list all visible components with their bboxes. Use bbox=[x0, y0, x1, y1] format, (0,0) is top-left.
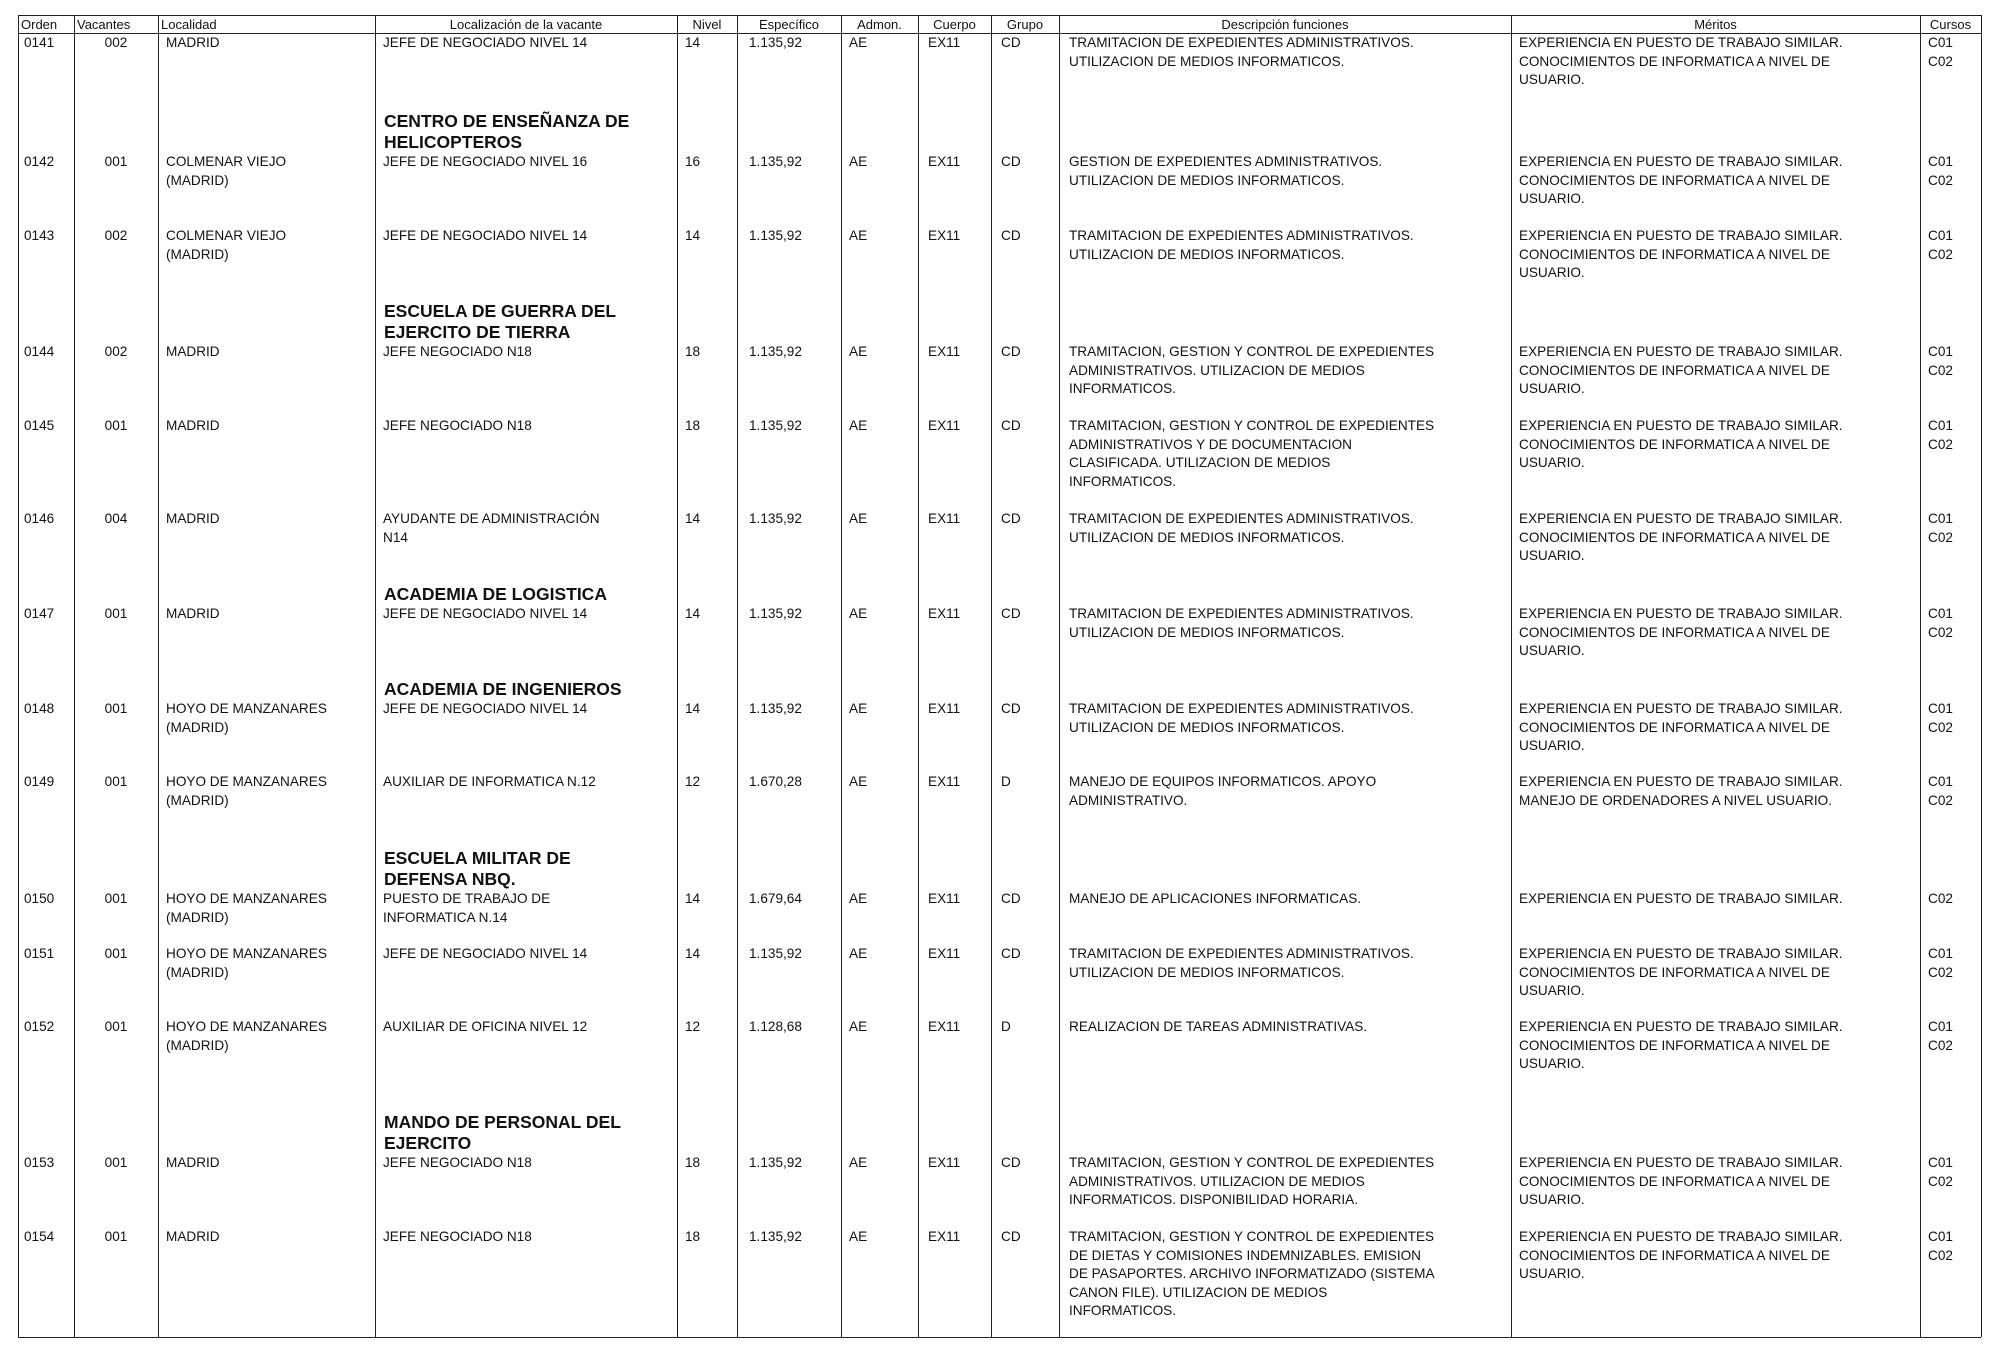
cell-localidad: MADRID bbox=[166, 606, 220, 621]
column-header-meritos: Méritos bbox=[1694, 17, 1737, 32]
cell-meritos: EXPERIENCIA EN PUESTO DE TRABAJO SIMILAR. MANEJO DE ORDENADORES A NIVEL USUARIO. bbox=[1519, 774, 1843, 808]
cell-puesto: JEFE DE NEGOCIADO NIVEL 14 bbox=[383, 35, 588, 50]
column-header-especifico: Específico bbox=[759, 17, 819, 32]
cell-cuerpo: EX11 bbox=[928, 701, 961, 716]
cell-vacantes: 002 bbox=[104, 228, 128, 243]
cell-cursos: C01 C02 bbox=[1928, 511, 1953, 545]
cell-nivel: 14 bbox=[685, 891, 701, 906]
cell-nivel: 14 bbox=[685, 606, 701, 621]
cell-vacantes: 002 bbox=[104, 35, 128, 50]
cell-vacantes: 001 bbox=[104, 418, 128, 433]
cell-grupo: CD bbox=[1001, 228, 1021, 243]
cell-grupo: CD bbox=[1001, 701, 1021, 716]
cell-admon: AE bbox=[849, 946, 868, 961]
column-header-grupo: Grupo bbox=[1006, 17, 1044, 32]
cell-cuerpo: EX11 bbox=[928, 228, 961, 243]
cell-nivel: 14 bbox=[685, 946, 701, 961]
cell-especifico: 1.670,28 bbox=[749, 774, 802, 789]
cell-localidad: HOYO DE MANZANARES (MADRID) bbox=[166, 774, 327, 808]
cell-orden: 0148 bbox=[24, 701, 55, 716]
cell-localidad: HOYO DE MANZANARES (MADRID) bbox=[166, 946, 327, 980]
cell-cursos: C01 C02 bbox=[1928, 946, 1953, 980]
column-header-orden: Orden bbox=[21, 17, 58, 32]
cell-cursos: C01 C02 bbox=[1928, 1229, 1953, 1263]
cell-localidad: COLMENAR VIEJO (MADRID) bbox=[166, 228, 287, 262]
cell-descripcion: TRAMITACION, GESTION Y CONTROL DE EXPEDIENTES ADMINISTRATIVOS. UTILIZACION DE MEDIOS INFORMATICOS. DISPONIBILIDAD HORARIA. bbox=[1069, 1155, 1435, 1207]
cell-nivel: 14 bbox=[685, 228, 701, 243]
cell-puesto: JEFE NEGOCIADO N18 bbox=[383, 418, 532, 433]
column-divider bbox=[918, 15, 919, 1337]
cell-vacantes: 001 bbox=[104, 1155, 128, 1170]
cell-meritos: EXPERIENCIA EN PUESTO DE TRABAJO SIMILAR. CONOCIMIENTOS DE INFORMATICA A NIVEL DE USUARIO. bbox=[1519, 154, 1843, 206]
cell-admon: AE bbox=[849, 606, 868, 621]
cell-especifico: 1.135,92 bbox=[749, 418, 802, 433]
cell-admon: AE bbox=[849, 1229, 868, 1244]
cell-admon: AE bbox=[849, 511, 868, 526]
cell-vacantes: 002 bbox=[104, 344, 128, 359]
cell-admon: AE bbox=[849, 344, 868, 359]
cell-admon: AE bbox=[849, 701, 868, 716]
section-heading: ACADEMIA DE INGENIEROS bbox=[384, 679, 622, 699]
cell-grupo: CD bbox=[1001, 35, 1021, 50]
cell-localidad: MADRID bbox=[166, 1155, 220, 1170]
cell-nivel: 12 bbox=[685, 1019, 701, 1034]
cell-cursos: C01 C02 bbox=[1928, 228, 1953, 262]
column-divider bbox=[1511, 15, 1512, 1337]
cell-meritos: EXPERIENCIA EN PUESTO DE TRABAJO SIMILAR. CONOCIMIENTOS DE INFORMATICA A NIVEL DE USUARIO. bbox=[1519, 35, 1843, 87]
cell-puesto: AYUDANTE DE ADMINISTRACIÓN N14 bbox=[383, 511, 600, 545]
cell-localidad: MADRID bbox=[166, 511, 220, 526]
cell-orden: 0144 bbox=[24, 344, 55, 359]
cell-puesto: JEFE DE NEGOCIADO NIVEL 14 bbox=[383, 701, 588, 716]
column-header-admon: Admon. bbox=[857, 17, 902, 32]
column-divider bbox=[1920, 15, 1921, 1337]
cell-localidad: HOYO DE MANZANARES (MADRID) bbox=[166, 891, 327, 925]
cell-especifico: 1.135,92 bbox=[749, 154, 802, 169]
cell-grupo: CD bbox=[1001, 1155, 1021, 1170]
cell-vacantes: 001 bbox=[104, 891, 128, 906]
cell-meritos: EXPERIENCIA EN PUESTO DE TRABAJO SIMILAR. CONOCIMIENTOS DE INFORMATICA A NIVEL DE USUARIO. bbox=[1519, 418, 1843, 470]
column-divider bbox=[991, 15, 992, 1337]
column-header-cuerpo: Cuerpo bbox=[933, 17, 976, 32]
column-header-localidad: Localidad bbox=[161, 17, 217, 32]
cell-cursos: C01 C02 bbox=[1928, 1155, 1953, 1189]
cell-grupo: CD bbox=[1001, 418, 1021, 433]
cell-puesto: AUXILIAR DE INFORMATICA N.12 bbox=[383, 774, 596, 789]
cell-vacantes: 001 bbox=[104, 701, 128, 716]
cell-cuerpo: EX11 bbox=[928, 511, 961, 526]
cell-descripcion: TRAMITACION DE EXPEDIENTES ADMINISTRATIVOS. UTILIZACION DE MEDIOS INFORMATICOS. bbox=[1069, 701, 1414, 735]
cell-meritos: EXPERIENCIA EN PUESTO DE TRABAJO SIMILAR. CONOCIMIENTOS DE INFORMATICA A NIVEL DE USUARIO. bbox=[1519, 606, 1843, 658]
cell-descripcion: TRAMITACION, GESTION Y CONTROL DE EXPEDIENTES DE DIETAS Y COMISIONES INDEMNIZABLES. EMISION DE PASAPORTES. ARCHIVO INFORMATIZADO (SISTEMA CANON FILE). UTILIZACION DE MEDIOS INFORMATICOS. bbox=[1069, 1229, 1435, 1318]
cell-cursos: C01 C02 bbox=[1928, 344, 1953, 378]
section-heading: ESCUELA MILITAR DE DEFENSA NBQ. bbox=[384, 848, 571, 889]
cell-grupo: CD bbox=[1001, 606, 1021, 621]
column-header-puesto: Localización de la vacante bbox=[449, 17, 603, 32]
cell-orden: 0143 bbox=[24, 228, 55, 243]
cell-grupo: CD bbox=[1001, 1229, 1021, 1244]
cell-descripcion: TRAMITACION DE EXPEDIENTES ADMINISTRATIVOS. UTILIZACION DE MEDIOS INFORMATICOS. bbox=[1069, 228, 1414, 262]
cell-descripcion: TRAMITACION DE EXPEDIENTES ADMINISTRATIVOS. UTILIZACION DE MEDIOS INFORMATICOS. bbox=[1069, 946, 1414, 980]
cell-cuerpo: EX11 bbox=[928, 1019, 961, 1034]
cell-orden: 0154 bbox=[24, 1229, 55, 1244]
cell-vacantes: 001 bbox=[104, 606, 128, 621]
cell-grupo: D bbox=[1001, 1019, 1011, 1034]
cell-vacantes: 004 bbox=[104, 511, 128, 526]
cell-puesto: JEFE NEGOCIADO N18 bbox=[383, 1229, 532, 1244]
cell-meritos: EXPERIENCIA EN PUESTO DE TRABAJO SIMILAR. CONOCIMIENTOS DE INFORMATICA A NIVEL DE USUARIO. bbox=[1519, 701, 1843, 753]
cell-grupo: D bbox=[1001, 774, 1011, 789]
cell-cuerpo: EX11 bbox=[928, 891, 961, 906]
cell-nivel: 18 bbox=[685, 1155, 701, 1170]
column-divider bbox=[677, 15, 678, 1337]
cell-cursos: C02 bbox=[1928, 891, 1953, 906]
cell-especifico: 1.135,92 bbox=[749, 1229, 802, 1244]
cell-cuerpo: EX11 bbox=[928, 1229, 961, 1244]
cell-puesto: JEFE DE NEGOCIADO NIVEL 14 bbox=[383, 606, 588, 621]
cell-nivel: 12 bbox=[685, 774, 701, 789]
cell-admon: AE bbox=[849, 418, 868, 433]
cell-localidad: MADRID bbox=[166, 35, 220, 50]
cell-puesto: JEFE DE NEGOCIADO NIVEL 14 bbox=[383, 228, 588, 243]
cell-puesto: JEFE NEGOCIADO N18 bbox=[383, 344, 532, 359]
cell-cursos: C01 C02 bbox=[1928, 774, 1953, 808]
cell-meritos: EXPERIENCIA EN PUESTO DE TRABAJO SIMILAR. CONOCIMIENTOS DE INFORMATICA A NIVEL DE USUARIO. bbox=[1519, 1019, 1843, 1071]
section-heading: MANDO DE PERSONAL DEL EJERCITO bbox=[384, 1112, 621, 1153]
cell-especifico: 1.128,68 bbox=[749, 1019, 802, 1034]
cell-localidad: HOYO DE MANZANARES (MADRID) bbox=[166, 701, 327, 735]
cell-cursos: C01 C02 bbox=[1928, 35, 1953, 69]
cell-orden: 0145 bbox=[24, 418, 55, 433]
cell-descripcion: MANEJO DE EQUIPOS INFORMATICOS. APOYO ADMINISTRATIVO. bbox=[1069, 774, 1377, 808]
cell-especifico: 1.135,92 bbox=[749, 511, 802, 526]
section-heading: CENTRO DE ENSEÑANZA DE HELICOPTEROS bbox=[384, 111, 630, 152]
cell-especifico: 1.135,92 bbox=[749, 35, 802, 50]
cell-localidad: MADRID bbox=[166, 344, 220, 359]
cell-especifico: 1.679,64 bbox=[749, 891, 802, 906]
cell-cursos: C01 C02 bbox=[1928, 606, 1953, 640]
cell-orden: 0146 bbox=[24, 511, 55, 526]
cell-grupo: CD bbox=[1001, 946, 1021, 961]
cell-especifico: 1.135,92 bbox=[749, 1155, 802, 1170]
cell-descripcion: TRAMITACION, GESTION Y CONTROL DE EXPEDIENTES ADMINISTRATIVOS Y DE DOCUMENTACION CLASIFICADA. UTILIZACION DE MEDIOS INFORMATICOS. bbox=[1069, 418, 1435, 489]
table-bottom-border bbox=[18, 1337, 1981, 1338]
cell-admon: AE bbox=[849, 228, 868, 243]
cell-localidad: HOYO DE MANZANARES (MADRID) bbox=[166, 1019, 327, 1053]
cell-localidad: MADRID bbox=[166, 1229, 220, 1244]
cell-orden: 0150 bbox=[24, 891, 55, 906]
cell-meritos: EXPERIENCIA EN PUESTO DE TRABAJO SIMILAR. CONOCIMIENTOS DE INFORMATICA A NIVEL DE USUARIO. bbox=[1519, 1155, 1843, 1207]
cell-admon: AE bbox=[849, 891, 868, 906]
column-header-cursos: Cursos bbox=[1929, 17, 1972, 32]
cell-cuerpo: EX11 bbox=[928, 774, 961, 789]
cell-orden: 0142 bbox=[24, 154, 55, 169]
column-divider bbox=[375, 15, 376, 1337]
cell-nivel: 18 bbox=[685, 1229, 701, 1244]
cell-cuerpo: EX11 bbox=[928, 946, 961, 961]
cell-especifico: 1.135,92 bbox=[749, 701, 802, 716]
cell-meritos: EXPERIENCIA EN PUESTO DE TRABAJO SIMILAR. CONOCIMIENTOS DE INFORMATICA A NIVEL DE USUARIO. bbox=[1519, 228, 1843, 280]
cell-vacantes: 001 bbox=[104, 1229, 128, 1244]
cell-vacantes: 001 bbox=[104, 1019, 128, 1034]
cell-meritos: EXPERIENCIA EN PUESTO DE TRABAJO SIMILAR. CONOCIMIENTOS DE INFORMATICA A NIVEL DE USUARIO. bbox=[1519, 511, 1843, 563]
cell-vacantes: 001 bbox=[104, 946, 128, 961]
cell-descripcion: GESTION DE EXPEDIENTES ADMINISTRATIVOS. UTILIZACION DE MEDIOS INFORMATICOS. bbox=[1069, 154, 1383, 188]
cell-puesto: JEFE NEGOCIADO N18 bbox=[383, 1155, 532, 1170]
cell-admon: AE bbox=[849, 35, 868, 50]
cell-orden: 0141 bbox=[24, 35, 55, 50]
cell-puesto: PUESTO DE TRABAJO DE INFORMATICA N.14 bbox=[383, 891, 551, 925]
cell-orden: 0152 bbox=[24, 1019, 55, 1034]
cell-nivel: 18 bbox=[685, 418, 701, 433]
cell-meritos: EXPERIENCIA EN PUESTO DE TRABAJO SIMILAR. CONOCIMIENTOS DE INFORMATICA A NIVEL DE USUARIO. bbox=[1519, 1229, 1843, 1281]
column-divider bbox=[841, 15, 842, 1337]
column-header-nivel: Nivel bbox=[692, 17, 722, 32]
cell-grupo: CD bbox=[1001, 891, 1021, 906]
cell-cuerpo: EX11 bbox=[928, 154, 961, 169]
column-divider bbox=[158, 15, 159, 1337]
cell-cursos: C01 C02 bbox=[1928, 154, 1953, 188]
column-divider bbox=[74, 15, 75, 1337]
section-heading: ESCUELA DE GUERRA DEL EJERCITO DE TIERRA bbox=[384, 301, 617, 342]
cell-nivel: 14 bbox=[685, 701, 701, 716]
cell-vacantes: 001 bbox=[104, 154, 128, 169]
cell-meritos: EXPERIENCIA EN PUESTO DE TRABAJO SIMILAR. bbox=[1519, 891, 1843, 906]
cell-cuerpo: EX11 bbox=[928, 1155, 961, 1170]
cell-orden: 0149 bbox=[24, 774, 55, 789]
cell-grupo: CD bbox=[1001, 154, 1021, 169]
cell-cursos: C01 C02 bbox=[1928, 701, 1953, 735]
cell-puesto: AUXILIAR DE OFICINA NIVEL 12 bbox=[383, 1019, 588, 1034]
column-divider bbox=[1981, 15, 1982, 1337]
column-header-vacantes: Vacantes bbox=[77, 17, 131, 32]
cell-descripcion: TRAMITACION DE EXPEDIENTES ADMINISTRATIVOS. UTILIZACION DE MEDIOS INFORMATICOS. bbox=[1069, 606, 1414, 640]
cell-localidad: MADRID bbox=[166, 418, 220, 433]
cell-descripcion: TRAMITACION, GESTION Y CONTROL DE EXPEDIENTES ADMINISTRATIVOS. UTILIZACION DE MEDIOS INFORMATICOS. bbox=[1069, 344, 1435, 396]
cell-especifico: 1.135,92 bbox=[749, 344, 802, 359]
cell-admon: AE bbox=[849, 774, 868, 789]
column-divider bbox=[18, 15, 19, 1337]
column-divider bbox=[1059, 15, 1060, 1337]
cell-orden: 0147 bbox=[24, 606, 55, 621]
cell-orden: 0153 bbox=[24, 1155, 55, 1170]
cell-descripcion: TRAMITACION DE EXPEDIENTES ADMINISTRATIVOS. UTILIZACION DE MEDIOS INFORMATICOS. bbox=[1069, 35, 1414, 69]
cell-nivel: 18 bbox=[685, 344, 701, 359]
column-divider bbox=[737, 15, 738, 1337]
cell-admon: AE bbox=[849, 154, 868, 169]
cell-puesto: JEFE DE NEGOCIADO NIVEL 14 bbox=[383, 946, 588, 961]
cell-orden: 0151 bbox=[24, 946, 55, 961]
cell-nivel: 14 bbox=[685, 35, 701, 50]
cell-especifico: 1.135,92 bbox=[749, 228, 802, 243]
cell-cursos: C01 C02 bbox=[1928, 418, 1953, 452]
cell-grupo: CD bbox=[1001, 511, 1021, 526]
cell-vacantes: 001 bbox=[104, 774, 128, 789]
cell-cursos: C01 C02 bbox=[1928, 1019, 1953, 1053]
cell-cuerpo: EX11 bbox=[928, 418, 961, 433]
column-header-descripcion: Descripción funciones bbox=[1221, 17, 1349, 32]
cell-meritos: EXPERIENCIA EN PUESTO DE TRABAJO SIMILAR. CONOCIMIENTOS DE INFORMATICA A NIVEL DE USUARIO. bbox=[1519, 946, 1843, 998]
cell-cuerpo: EX11 bbox=[928, 606, 961, 621]
cell-nivel: 16 bbox=[685, 154, 701, 169]
cell-descripcion: TRAMITACION DE EXPEDIENTES ADMINISTRATIVOS. UTILIZACION DE MEDIOS INFORMATICOS. bbox=[1069, 511, 1414, 545]
cell-grupo: CD bbox=[1001, 344, 1021, 359]
cell-localidad: COLMENAR VIEJO (MADRID) bbox=[166, 154, 287, 188]
cell-especifico: 1.135,92 bbox=[749, 946, 802, 961]
section-heading: ACADEMIA DE LOGISTICA bbox=[384, 584, 607, 604]
cell-especifico: 1.135,92 bbox=[749, 606, 802, 621]
cell-admon: AE bbox=[849, 1019, 868, 1034]
cell-cuerpo: EX11 bbox=[928, 344, 961, 359]
cell-admon: AE bbox=[849, 1155, 868, 1170]
cell-puesto: JEFE DE NEGOCIADO NIVEL 16 bbox=[383, 154, 588, 169]
cell-descripcion: REALIZACION DE TAREAS ADMINISTRATIVAS. bbox=[1069, 1019, 1368, 1034]
cell-cuerpo: EX11 bbox=[928, 35, 961, 50]
cell-nivel: 14 bbox=[685, 511, 701, 526]
cell-descripcion: MANEJO DE APLICACIONES INFORMATICAS. bbox=[1069, 891, 1362, 906]
cell-meritos: EXPERIENCIA EN PUESTO DE TRABAJO SIMILAR. CONOCIMIENTOS DE INFORMATICA A NIVEL DE USUARIO. bbox=[1519, 344, 1843, 396]
